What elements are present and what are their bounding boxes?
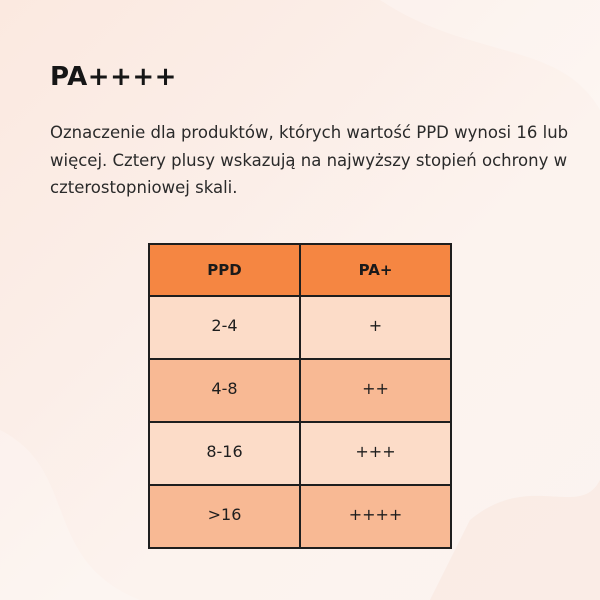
column-header-pa: PA+ <box>300 244 451 296</box>
ppd-pa-table <box>148 243 452 549</box>
pa-cell: ++ <box>300 359 451 422</box>
page-title: PA++++ <box>50 62 177 92</box>
table-row <box>149 296 451 359</box>
table-row <box>149 359 451 422</box>
table-row <box>149 485 451 548</box>
column-header-ppd: PPD <box>149 244 300 296</box>
pa-cell: ++++ <box>300 485 451 548</box>
table-header-row <box>149 244 451 296</box>
ppd-cell: 2-4 <box>149 296 300 359</box>
table-row <box>149 422 451 485</box>
ppd-cell: >16 <box>149 485 300 548</box>
ppd-cell: 8-16 <box>149 422 300 485</box>
ppd-cell: 4-8 <box>149 359 300 422</box>
pa-cell: + <box>300 296 451 359</box>
description-text: Oznaczenie dla produktów, których wartość PPD wynosi 16 lub więcej. Cztery plusy wskazują na najwyższy stopień ochrony w czterostopniowej skali. <box>50 123 569 197</box>
pa-cell: +++ <box>300 422 451 485</box>
